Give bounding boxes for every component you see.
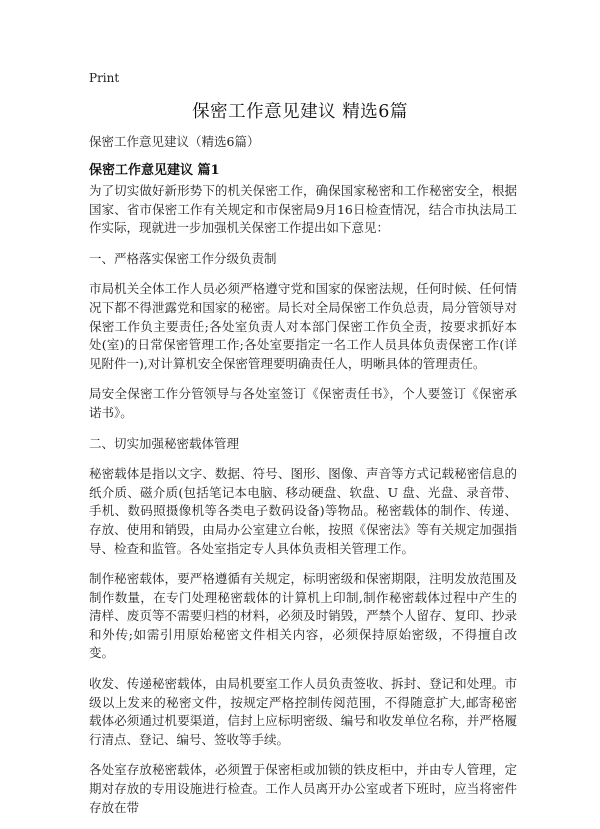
paragraph-carrier-storage: 各处室存放秘密载体，必须置于保密柜或加锁的铁皮柜中，并由专人管理，定期对存放的专用设施进行检查。工作人员离开办公室或者下班时，应当将密件存放在带 [89,762,517,815]
print-label: Print [89,71,120,85]
section-title: 保密工作意见建议 篇1 [89,163,220,178]
paragraph-carrier-transfer: 收发、传递秘密载体，由局机要室工作人员负责签收、拆封、登记和处理。市级以上发来的秘密文件，按规定严格控制传阅范围，不得随意扩大,邮寄秘密载体必须通过机要渠道，信封上应标明密级、编号和收发单位名称，并严格履行清点、登记、编号、签收等手续。 [89,676,517,747]
document-body [89,182,517,829]
heading-carrier-management: 二、切实加强秘密载体管理 [89,435,240,451]
paragraph-carrier-definition: 秘密载体是指以文字、数据、符号、图形、图像、声音等方式记载秘密信息的纸介质、磁介质(包括笔记本电脑、移动硬盘、软盘、U 盘、光盘、录音带、手机、数码照摄像机等各类电子数码设备)等物品。秘密载体的制作、传递、存放、使用和销毁，由局办公室建立台帐，按照《保密法》等有关规定加强指导、检查和监管。各处室指定专人具体负责相关管理工作。 [89,466,517,556]
paragraph-agreements: 局安全保密工作分管领导与各处室签订《保密责任书》，个人要签订《保密承诺书》。 [89,386,517,420]
paragraph-intro: 为了切实做好新形势下的机关保密工作，确保国家秘密和工作秘密安全，根据国家、省市保密工作有关规定和市保密局9月16日检查情况，结合市执法局工作实际，现就进一步加强机关保密工作提出如下意见： [89,183,517,236]
document-title: 保密工作意见建议 精选6篇 [192,102,408,122]
paragraph-responsibility: 市局机关全体工作人员必须严格遵守党和国家的保密法规，任何时候、任何情况下都不得泄露党和国家的秘密。局长对全局保密工作负总责，局分管领导对保密工作负主要责任;各处室负责人对本部门保密工作负全责，按要求抓好本处(室)的日常保密管理工作;各处室要指定一名工作人员具体负责保密工作(详见附件一),对计算机安全保密管理要明确责任人，明晰具体的管理责任。 [89,281,517,371]
document-subtitle: 保密工作意见建议（精选6篇） [89,134,260,149]
heading-responsibility: 一、严格落实保密工作分级负责制 [89,250,277,266]
paragraph-carrier-production: 制作秘密载体，要严格遵循有关规定，标明密级和保密期限，注明发放范围及制作数量，在专门处理秘密载体的计算机上印制,制作秘密载体过程中产生的清样、废页等不需要归档的材料，必须及时销毁，严禁个人留存、复印、抄录和外传;如需引用原始秘密文件相关内容，必须保持原始密级，不得擅自改变。 [89,571,517,661]
